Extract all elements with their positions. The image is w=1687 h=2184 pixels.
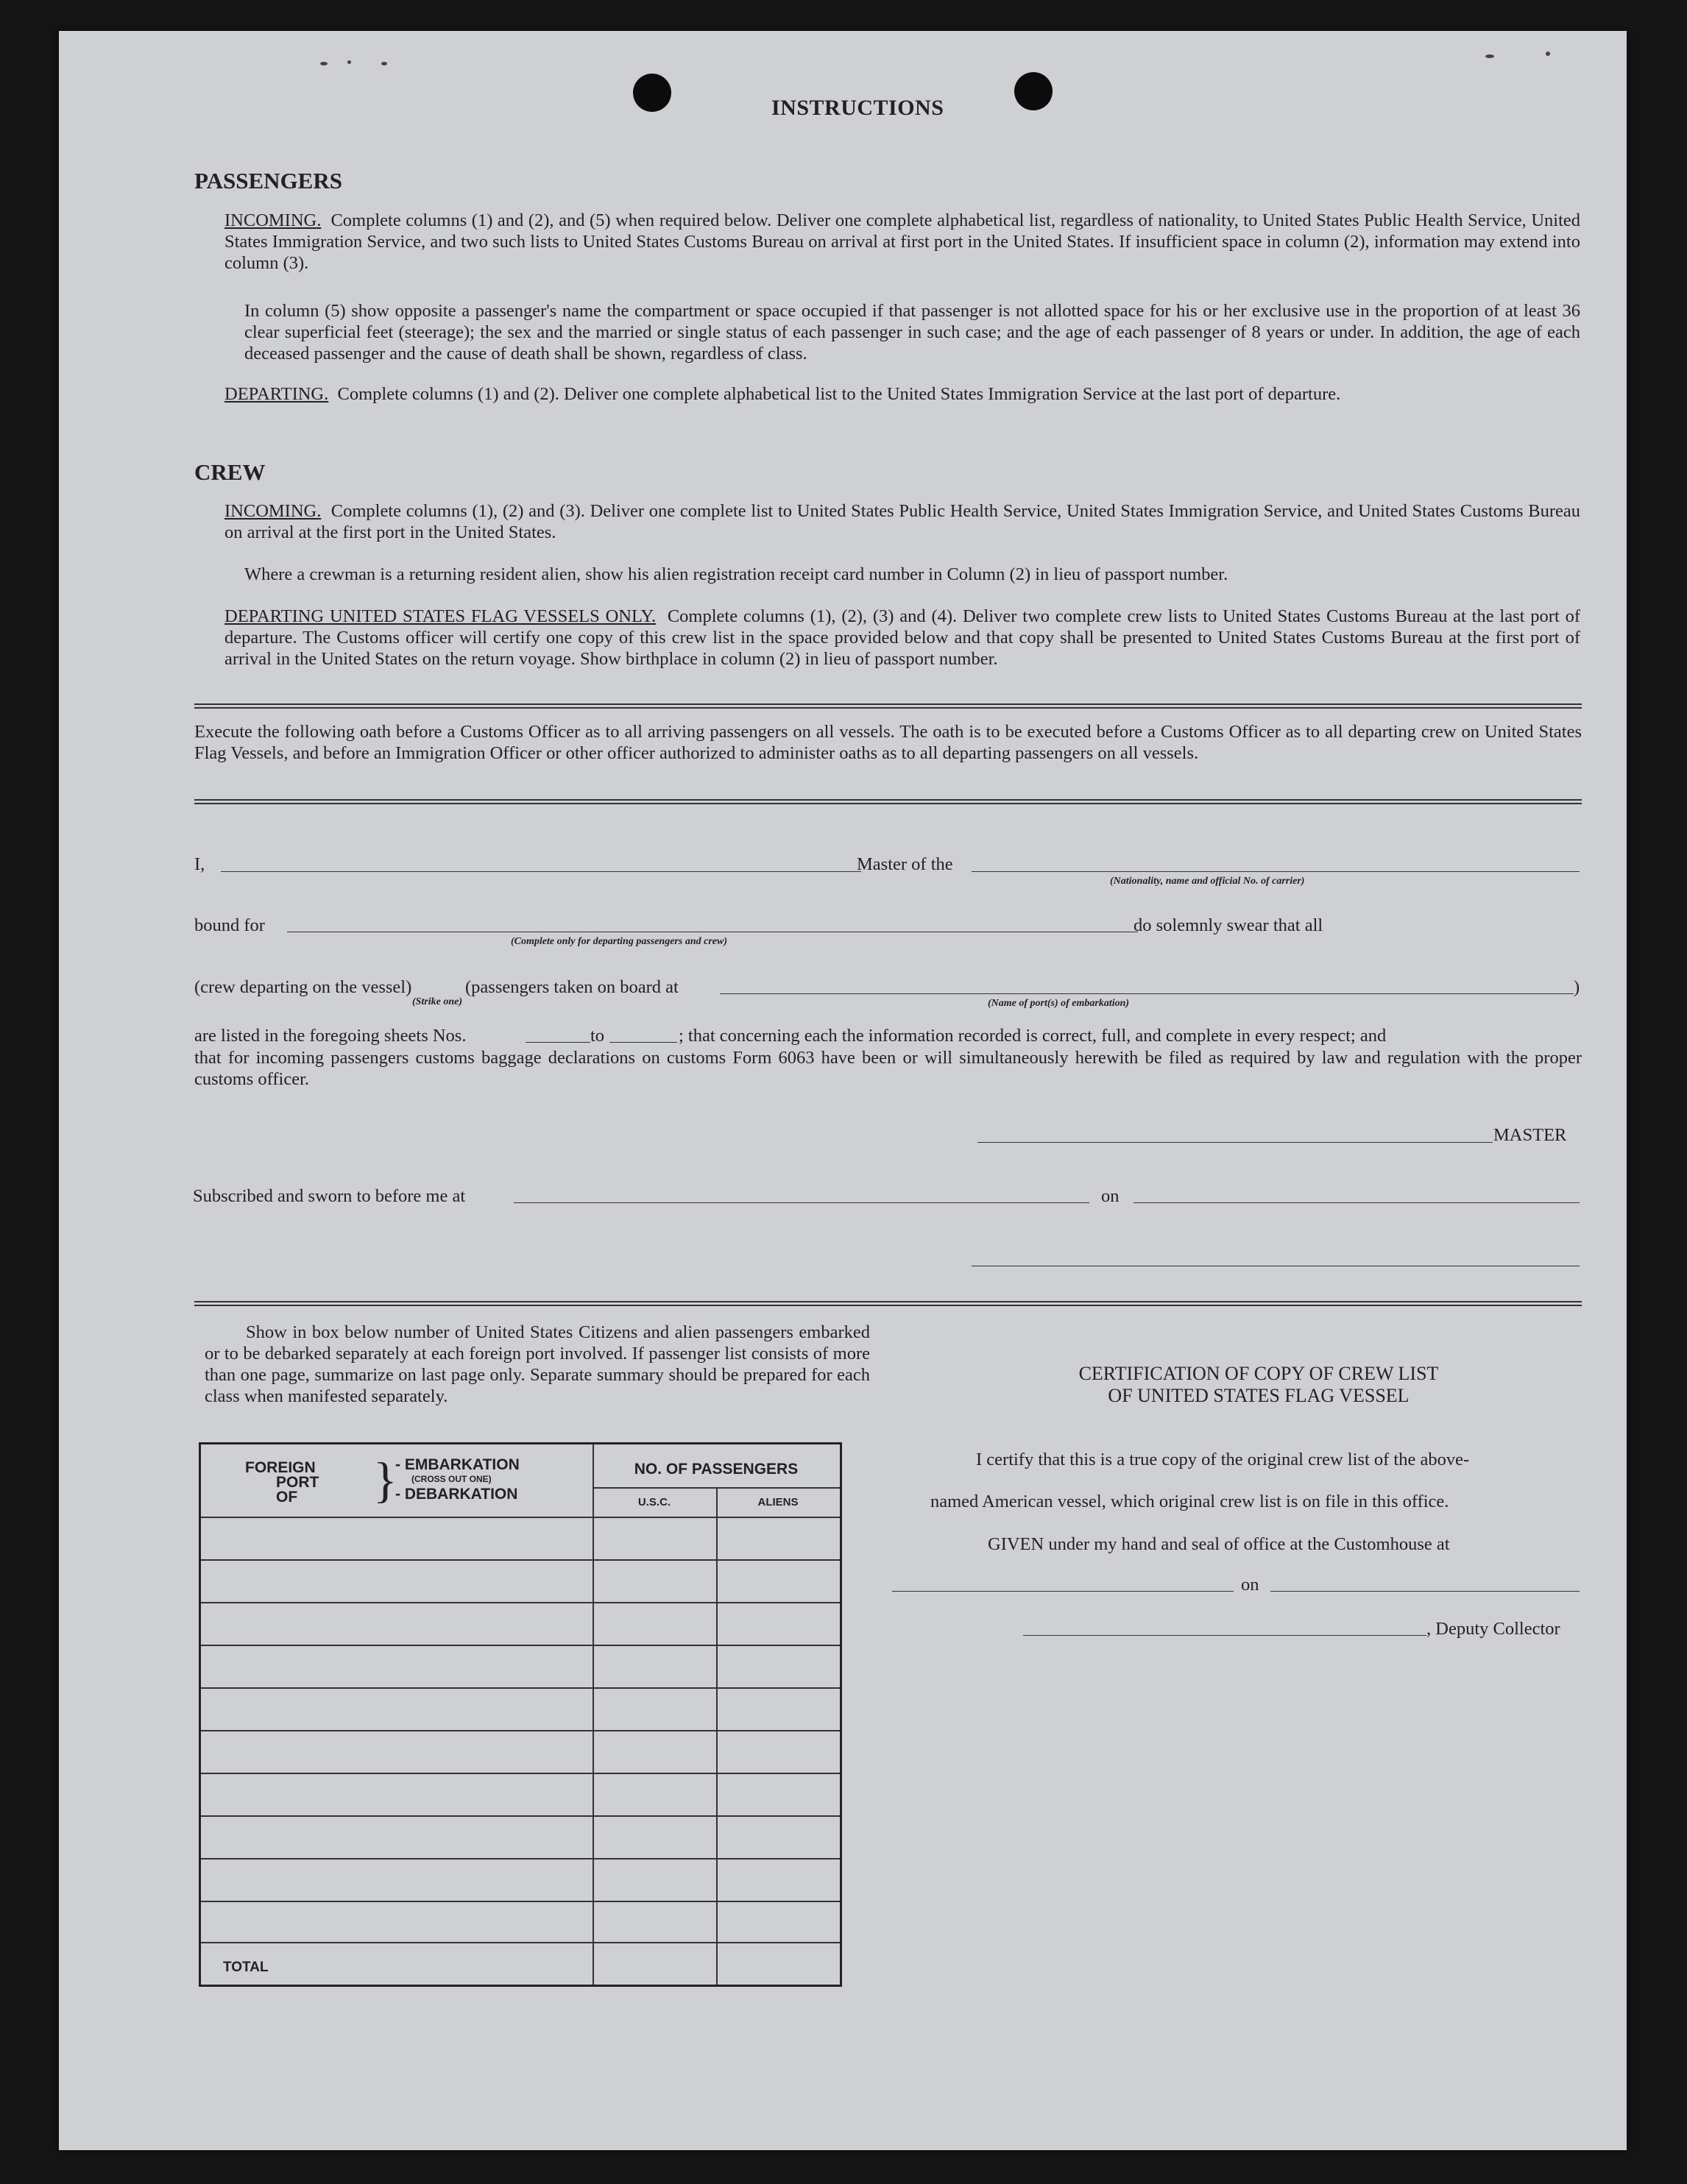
certification-line-1: I certify that this is a true copy of the original crew list of the above- <box>976 1450 1470 1469</box>
passengers-departing-label: DEPARTING. <box>224 384 329 404</box>
passengers-departing <box>224 383 1580 405</box>
punch-hole-right <box>1014 72 1053 110</box>
total-label: TOTAL <box>223 1960 269 1975</box>
punch-hole-left <box>633 74 671 112</box>
passengers-taken-option[interactable]: (passengers taken on board at <box>465 977 679 997</box>
deputy-signature-field[interactable] <box>1023 1635 1426 1636</box>
table-row[interactable] <box>201 1942 840 1943</box>
table-row[interactable] <box>201 1687 840 1689</box>
certification-heading-line-2: OF UNITED STATES FLAG VESSEL <box>1108 1385 1410 1406</box>
master-of-the-label: Master of the <box>857 854 953 874</box>
bound-hint: (Complete only for departing passengers and crew) <box>511 936 727 947</box>
cross-out-label: (CROSS OUT ONE) <box>411 1474 492 1484</box>
table-row[interactable] <box>201 1901 840 1902</box>
document-page <box>59 31 1627 2150</box>
passengers-incoming <box>224 210 1580 274</box>
usc-label: U.S.C. <box>637 1496 671 1508</box>
crew-incoming <box>224 500 1580 543</box>
listed-to: to <box>590 1026 605 1046</box>
crew-departing <box>224 606 1580 670</box>
aliens-label: ALIENS <box>757 1496 799 1508</box>
port-label: PORT <box>276 1474 319 1491</box>
passengers-incoming-label: INCOMING. <box>224 210 322 230</box>
crew-resident-text: Where a crewman is a returning resident alien, show his alien registration receipt card number in Column (2) in lieu of passport number. <box>244 564 1228 584</box>
debarkation-label: - DEBARKATION <box>395 1486 518 1503</box>
carrier-field[interactable] <box>972 871 1580 872</box>
crew-departing-label: DEPARTING UNITED STATES FLAG VESSELS ONLY. <box>224 606 657 626</box>
bound-for-label: bound for <box>194 915 265 935</box>
sheet-to-field[interactable] <box>609 1042 677 1043</box>
passengers-heading: PASSENGERS <box>194 168 342 194</box>
table-row[interactable] <box>201 1815 840 1817</box>
sheet-from-field[interactable] <box>526 1042 590 1043</box>
subscribed-date-field[interactable] <box>1133 1202 1580 1203</box>
certification-on-label: on <box>1241 1575 1259 1595</box>
table-row[interactable] <box>201 1858 840 1859</box>
deputy-collector-label: , Deputy Collector <box>1426 1619 1560 1639</box>
crew-heading: CREW <box>194 459 266 485</box>
customhouse-field[interactable] <box>892 1591 1234 1592</box>
table-row[interactable] <box>201 1602 840 1603</box>
strike-one-hint: (Strike one) <box>412 996 463 1007</box>
subscribed-place-field[interactable] <box>514 1202 1089 1203</box>
table-row[interactable] <box>201 1559 840 1561</box>
master-signature-field[interactable] <box>977 1142 1493 1143</box>
table-row[interactable] <box>201 1730 840 1731</box>
foreign-label: FOREIGN <box>245 1459 316 1476</box>
close-paren: ) <box>1574 977 1580 997</box>
passengers-incoming-text: Complete columns (1) and (2), and (5) when required below. Deliver one complete alphabetical list, regardless of nationality, to United States Public Health Service, United States Immigration Service, and two such lists to United States Customs Bureau on arrival at first port in the United States. If insufficient space in column (2), information may extend into column (3). <box>224 210 1580 273</box>
passenger-summary-table <box>199 1442 842 1987</box>
subscribed-label: Subscribed and sworn to before me at <box>193 1186 466 1206</box>
swear-label: do solemnly swear that all <box>1133 915 1323 935</box>
of-label: OF <box>276 1489 298 1506</box>
subscribed-on-label: on <box>1101 1186 1120 1206</box>
certification-heading <box>927 1363 1590 1407</box>
passengers-column5-text: In column (5) show opposite a passenger's name the compartment or space occupied if that passenger is not allotted space for his or her exclusive use in the proportion of at least 36 clear superficial feet (steerage); the sex and the married or single status of each passenger in such case; and the age of each passenger of 8 years or under. In addition, the age of each deceased passenger and the cause of death shall be shown, regardless of class. <box>244 301 1580 364</box>
divider <box>194 799 1582 804</box>
nationality-hint: (Nationality, name and official No. of carrier) <box>1110 876 1305 887</box>
oath-i-label: I, <box>194 854 205 874</box>
crew-departing-option[interactable]: (crew departing on the vessel) <box>194 977 412 997</box>
summary-instructions: Show in box below number of United States Citizens and alien passengers embarked or to be debarked separately at each foreign port involved. If passenger list consists of more than one page, summarize on last page only. Separate summary should be prepared for each class when manifested separately. <box>205 1322 870 1406</box>
divider <box>194 703 1582 709</box>
table-row[interactable] <box>201 1773 840 1774</box>
embarkation-label: - EMBARKATION <box>395 1456 520 1473</box>
passengers-departing-text: Complete columns (1) and (2). Deliver one complete alphabetical list to the United States Immigration Service at the last port of departure. <box>337 384 1341 404</box>
page-title: INSTRUCTIONS <box>771 96 944 120</box>
certification-date-field[interactable] <box>1270 1591 1580 1592</box>
crew-incoming-label: INCOMING. <box>224 501 322 521</box>
table-row[interactable] <box>201 1645 840 1646</box>
divider <box>194 1301 1582 1306</box>
no-passengers-label: NO. OF PASSENGERS <box>634 1461 799 1478</box>
listed-text-2: ; that concerning each the information recorded is correct, full, and complete in every respect; and <box>679 1026 1387 1046</box>
crew-departing-text: Complete columns (1), (2), (3) and (4). Deliver two complete crew lists to United States Customs Bureau at the last port of departure. The Customs officer will certify one copy of this crew list in the space provided below and that copy shall be presented to United States Customs Bureau at the first port of arrival in the United States on the return voyage. Show birthplace in column (2) in lieu of passport number. <box>224 606 1580 669</box>
certification-heading-line-1: CERTIFICATION OF COPY OF CREW LIST <box>1078 1363 1439 1384</box>
master-label: MASTER <box>1493 1125 1567 1145</box>
brace-icon: } <box>373 1452 397 1508</box>
listed-text-1: are listed in the foregoing sheets Nos. <box>194 1026 467 1046</box>
ports-hint: (Name of port(s) of embarkation) <box>988 998 1130 1009</box>
listed-text-3: that for incoming passengers customs baggage declarations on customs Form 6063 have been or will simultaneously herewith be filed as required by law and regulation with the proper customs officer. <box>194 1048 1582 1089</box>
oath-intro: Execute the following oath before a Customs Officer as to all arriving passengers on all vessels. The oath is to be executed before a Customs Officer as to all departing crew on United States Flag Vessels, and before an Immigration Officer or other officer authorized to administer oaths as to all departing passengers on all vessels. <box>194 722 1582 763</box>
crew-incoming-text: Complete columns (1), (2) and (3). Deliver one complete list to United States Public Health Service, United States Immigration Service, and United States Customs Bureau on arrival at the first port in the United States. <box>224 501 1581 542</box>
embarkation-ports-field[interactable] <box>720 993 1574 994</box>
certification-line-2: named American vessel, which original crew list is on file in this office. <box>930 1492 1449 1511</box>
master-name-field[interactable] <box>221 871 861 872</box>
certification-line-3: GIVEN under my hand and seal of office at the Customhouse at <box>988 1534 1450 1554</box>
